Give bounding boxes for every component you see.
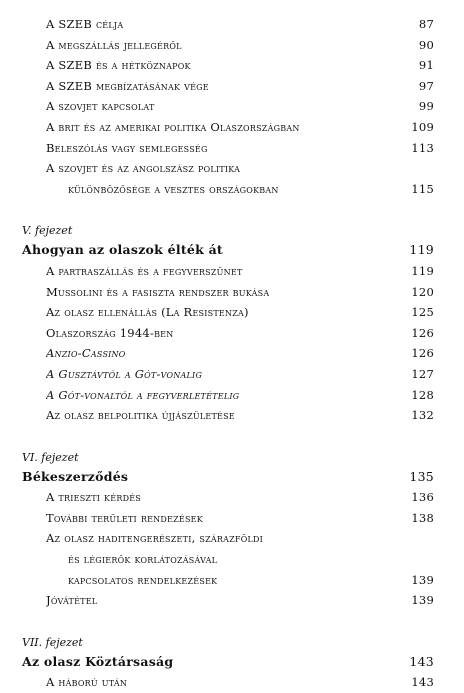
toc-entry-label: A SZEB megbízatásának vége xyxy=(46,78,209,93)
toc-entry-page: 126 xyxy=(411,325,434,340)
toc-entry-label: A szovjet és az angolszász politika xyxy=(46,161,241,176)
toc-entry xyxy=(22,282,434,303)
toc-entry-label: A szovjet kapcsolat xyxy=(46,99,155,114)
chapter-title: Ahogyan az olaszok élték át xyxy=(22,242,223,258)
toc-entry xyxy=(22,76,434,97)
toc-entry-label: A SZEB és a hétköznapok xyxy=(46,58,191,73)
chapter-number: V. fejezet xyxy=(22,224,73,238)
toc-entry xyxy=(22,117,434,138)
toc-entry xyxy=(22,158,434,179)
chapter-heading xyxy=(22,240,434,261)
toc-entry-label: A SZEB célja xyxy=(46,17,124,31)
toc-entry-continuation xyxy=(22,570,434,591)
toc-entry-label: és légierők korlátozásával xyxy=(68,552,218,567)
toc-entry-label: A háború után xyxy=(46,675,128,690)
chapter-number: VI. fejezet xyxy=(22,450,79,464)
toc-entry-page: 143 xyxy=(411,675,434,690)
toc-entry-page: 136 xyxy=(411,490,434,505)
toc-entry xyxy=(22,487,434,508)
toc-entry xyxy=(22,35,434,56)
toc-entry-label: További területi rendezések xyxy=(46,510,203,525)
chapter-title: Békeszerződés xyxy=(22,468,129,484)
toc-entry-continuation xyxy=(22,179,434,200)
toc-entry xyxy=(22,261,434,282)
section-gap xyxy=(22,426,434,448)
toc-entry-page: 138 xyxy=(411,510,434,525)
toc-entry-page: 91 xyxy=(418,58,434,73)
toc-entry-page: 97 xyxy=(418,78,434,93)
chapter-heading xyxy=(22,652,434,673)
toc-entry xyxy=(22,405,434,426)
toc-subentry xyxy=(22,364,434,385)
toc-entry-page: 139 xyxy=(411,593,434,608)
toc-subentry xyxy=(22,343,434,364)
toc-entry-page: 127 xyxy=(411,366,434,381)
toc-entry xyxy=(22,96,434,117)
toc-entry-page: 125 xyxy=(411,305,434,320)
toc-entry-label: kapcsolatos rendelkezések xyxy=(68,572,218,587)
toc-entry-label: különbözősége a vesztes országokban xyxy=(68,181,279,196)
toc-entry-page: 128 xyxy=(411,387,434,402)
toc-entry-label: Beleszólás vagy semlegesség xyxy=(46,140,208,155)
toc-entry-page: 119 xyxy=(411,263,434,278)
toc-entry-page: 99 xyxy=(418,99,434,114)
toc-entry-label: Olaszország 1944-ben xyxy=(46,325,174,340)
toc-entry-label: Mussolini és a fasiszta rendszer bukása xyxy=(46,284,270,299)
section-gap xyxy=(22,611,434,633)
chapter-page: 119 xyxy=(409,242,434,258)
toc-entry xyxy=(22,302,434,323)
toc-entry xyxy=(22,138,434,159)
toc-entry-label: Az olasz ellenállás (La Resistenza) xyxy=(46,305,249,320)
toc-entry-page: 115 xyxy=(411,181,434,196)
toc-entry-label: Az olasz belpolitika újjászületése xyxy=(46,408,235,423)
toc-entry-label: Az olasz haditengerészeti, szárazföldi xyxy=(46,531,264,546)
toc-entry-label: Jóvátétel xyxy=(46,593,98,608)
toc-entry xyxy=(22,323,434,344)
toc-entry-page: 90 xyxy=(418,37,434,52)
toc-entry-page: 113 xyxy=(411,140,434,155)
toc-entry xyxy=(22,672,434,693)
toc-entry-label: A brit és az amerikai politika Olaszországban xyxy=(46,119,300,134)
toc-entry-page: 126 xyxy=(411,346,434,361)
toc-entry xyxy=(22,590,434,611)
toc-entry-page: 139 xyxy=(411,572,434,587)
toc-entry-label: A trieszti kérdés xyxy=(46,490,141,505)
toc-entry-label: A partraszállás és a fegyverszünet xyxy=(46,263,243,278)
toc-entry xyxy=(22,528,434,549)
toc-entry xyxy=(22,508,434,529)
toc-subentry-label: Anzio-Cassino xyxy=(46,346,126,361)
chapter-title: Az olasz Köztársaság xyxy=(22,653,174,669)
chapter-page: 135 xyxy=(409,468,434,484)
section-gap xyxy=(22,199,434,221)
toc-entry-label: A megszállás jellegéről xyxy=(46,37,182,52)
chapter-page: 143 xyxy=(409,653,434,669)
chapter-heading xyxy=(22,467,434,488)
toc-entry xyxy=(22,14,434,35)
toc-entry-page: 109 xyxy=(411,119,434,134)
toc-subentry-label: A Gusztávtól a Gót-vonalig xyxy=(46,366,203,381)
toc-entry-page: 120 xyxy=(411,284,434,299)
chapter-number: VII. fejezet xyxy=(22,635,83,649)
toc-entry-continuation xyxy=(22,549,434,570)
table-of-contents xyxy=(22,14,434,693)
toc-subentry xyxy=(22,385,434,406)
toc-entry xyxy=(22,55,434,76)
toc-entry-page: 87 xyxy=(418,17,434,31)
toc-entry-page: 132 xyxy=(411,408,434,423)
toc-subentry-label: A Gót-vonaltól a fegyverletételig xyxy=(46,387,240,402)
